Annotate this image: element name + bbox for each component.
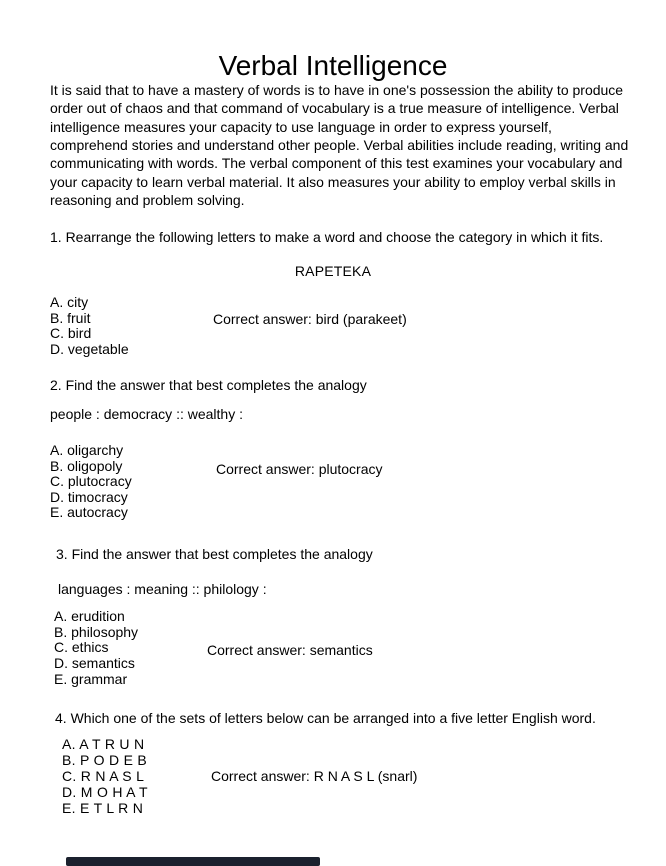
option-item: D. semantics [54, 655, 135, 672]
question-1-options-list [50, 295, 129, 357]
option-item: B. P O D E B [62, 752, 148, 768]
question-1-text: 1. Rearrange the following letters to make a word and choose the category in which it fits. [50, 229, 604, 245]
intro-line: comprehend stories and understand other people. Verbal abilities include reading, writing and [50, 136, 629, 153]
intro-line: communicating with words. The verbal component of this test examines your vocabulary and [50, 155, 623, 172]
page-title: Verbal Intelligence [218, 49, 448, 81]
intro-paragraph [50, 81, 640, 209]
option-item: C. R N A S L [62, 768, 145, 784]
option-item: A. city [50, 294, 89, 310]
question-2-analogy-stem: people : democracy :: wealthy : [50, 406, 243, 422]
option-item: B. fruit [50, 309, 91, 326]
option-item: E. E T L R N [62, 800, 144, 816]
option-item: C. bird [50, 325, 92, 341]
question-3-correct-answer: Correct answer: semantics [207, 642, 373, 658]
option-item: D. timocracy [50, 488, 128, 505]
option-item: A. erudition [54, 608, 125, 624]
question-1-scramble-word: RAPETEKA [294, 263, 372, 279]
question-3-options-list [54, 609, 138, 688]
intro-line: your capacity to learn verbal material. It also measures your ability to employ verbal skills in [50, 173, 616, 190]
option-item: A. A T R U N [62, 736, 145, 752]
option-item: C. ethics [54, 639, 109, 656]
option-item: C. plutocracy [50, 473, 132, 490]
bottom-edge-bar [66, 857, 320, 866]
question-2-correct-answer: Correct answer: plutocracy [216, 461, 383, 477]
question-2-text: 2. Find the answer that best completes the analogy [50, 377, 367, 393]
question-3-analogy-stem: languages : meaning :: philology : [58, 581, 267, 597]
option-item: B. oligopoly [50, 457, 123, 474]
intro-line: reasoning and problem solving. [50, 191, 245, 208]
question-3-text: 3. Find the answer that best completes the analogy [56, 546, 373, 562]
question-4-text: 4. Which one of the sets of letters below can be arranged into a five letter English word. [55, 710, 596, 726]
intro-line: intelligence measures your capacity to use language in order to express yourself, [50, 118, 552, 135]
question-4-options-list [62, 736, 148, 816]
question-4-correct-answer: Correct answer: R N A S L (snarl) [211, 768, 418, 784]
intro-line: order out of chaos and that command of vocabulary is a true measure of intelligence. Verbal [50, 100, 619, 117]
option-item: B. philosophy [54, 623, 139, 640]
option-item: E. autocracy [50, 504, 128, 521]
option-item: E. grammar [54, 670, 128, 687]
question-2-options-list [50, 443, 132, 521]
intro-line: It is said that to have a mastery of words is to have in one's possession the ability to produce [50, 82, 624, 98]
question-1-correct-answer: Correct answer: bird (parakeet) [213, 311, 407, 327]
option-item: D. M O H A T [62, 784, 148, 800]
option-item: A. oligarchy [50, 442, 124, 458]
option-item: D. vegetable [50, 340, 129, 357]
